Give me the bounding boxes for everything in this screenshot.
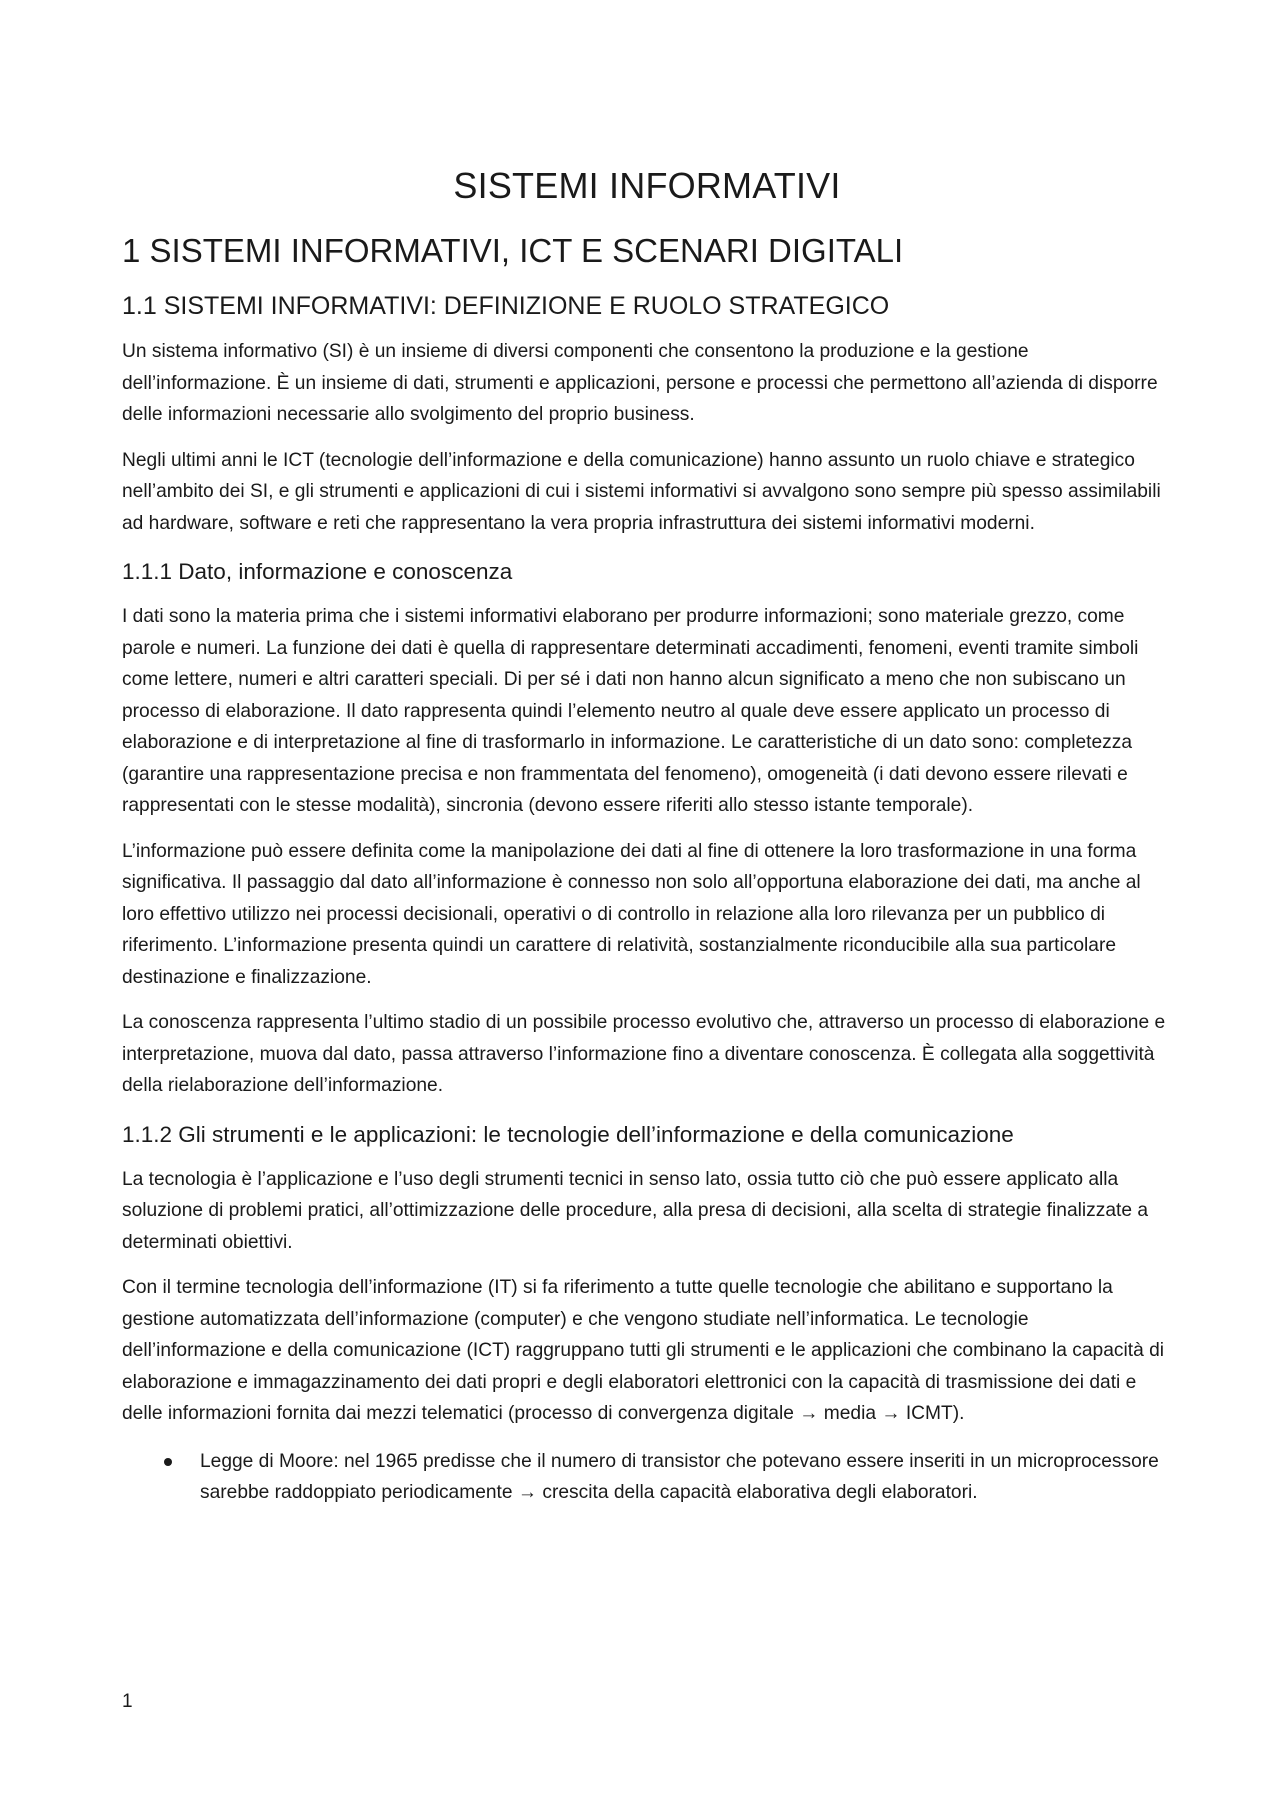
- bullet-text-moore: Legge di Moore: nel 1965 predisse che il numero di transistor che potevano essere inseriti in un microprocessore sarebbe raddoppiato periodicamente → crescita della capacità elaborativa degli elaboratori.: [200, 1450, 1159, 1503]
- document-title: SISTEMI INFORMATIVI: [453, 165, 841, 206]
- bullet-icon: [164, 1458, 172, 1466]
- bullet-list: [122, 1446, 1172, 1509]
- subsection-heading-strumenti: 1.1.2 Gli strumenti e le applicazioni: le tecnologie dell’informazione e della comunicazione: [122, 1121, 1014, 1147]
- document-page: [122, 150, 1172, 1509]
- section-heading: 1.1 SISTEMI INFORMATIVI: DEFINIZIONE E RUOLO STRATEGICO: [122, 292, 890, 320]
- paragraph-it-ict: Con il termine tecnologia dell’informazione (IT) si fa riferimento a tutte quelle tecnologie che abilitano e supportano la gestione automatizzata dell’informazione (computer) e che vengono studiate nell’informatica. Le tecnologie dell’informazione e della comunicazione (ICT) raggruppano tutti gli strumenti e le applicazioni che combinano la capacità di elaborazione e immagazzinamento dei dati propri e degli elaboratori elettronici con la capacità di trasmissione dei dati e delle informazioni fornita dai mezzi telematici (processo di convergenza digitale → media → ICMT).: [122, 1277, 1165, 1424]
- paragraph-si-definition: Un sistema informativo (SI) è un insieme di diversi componenti che consentono la produzione e la gestione dell’informazione. È un insieme di dati, strumenti e applicazioni, persone e processi che permettono all’azienda di disporre delle informazioni necessarie allo svolgimento del proprio business.: [122, 341, 1158, 425]
- paragraph-informazione: L’informazione può essere definita come la manipolazione dei dati al fine di ottenere la loro trasformazione in una forma significativa. Il passaggio dal dato all’informazione è connesso non solo all’opportuna elaborazione dei dati, ma anche al loro effettivo utilizzo nei processi decisionali, operativi o di controllo in relazione alla loro rilevanza per un pubblico di riferimento. L’informazione presenta quindi un carattere di relatività, sostanzialmente riconducibile alla sua particolare destinazione e finalizzazione.: [122, 840, 1141, 988]
- paragraph-conoscenza: La conoscenza rappresenta l’ultimo stadio di un possibile processo evolutivo che, attraverso un processo di elaborazione e interpretazione, muova dal dato, passa attraverso l’informazione fino a diventare conoscenza. È collegata alla soggettività della rielaborazione dell’informazione.: [122, 1012, 1166, 1096]
- paragraph-tecnologia: La tecnologia è l’applicazione e l’uso degli strumenti tecnici in senso lato, ossia tutto ciò che può essere applicato alla soluzione di problemi pratici, all’ottimizzazione delle procedure, alla presa di decisioni, alla scelta di strategie finalizzate a determinati obiettivi.: [122, 1168, 1148, 1253]
- list-item: [122, 1446, 1172, 1509]
- subsection-heading-dato: 1.1.1 Dato, informazione e conoscenza: [122, 559, 513, 584]
- paragraph-dati: I dati sono la materia prima che i sistemi informativi elaborano per produrre informazioni; sono materiale grezzo, come parole e numeri. La funzione dei dati è quella di rappresentare determinati accadimenti, fenomeni, eventi tramite simboli come lettere, numeri e altri caratteri speciali. Di per sé i dati non hanno alcun significato a meno che non subiscano un processo di elaborazione. Il dato rappresenta quindi l’elemento neutro al quale deve essere applicato un processo di elaborazione e di interpretazione al fine di trasformarlo in informazione. Le caratteristiche di un dato sono: completezza (garantire una rappresentazione precisa e non frammentata del fenomeno), omogeneità (i dati devono essere rilevati e rappresentati con le stesse modalità), sincronia (devono essere riferiti allo stesso istante temporale).: [122, 606, 1139, 816]
- page-number: 1: [122, 1691, 133, 1712]
- paragraph-ict-role: Negli ultimi anni le ICT (tecnologie dell’informazione e della comunicazione) hanno assunto un ruolo chiave e strategico nell’ambito dei SI, e gli strumenti e applicazioni di cui i sistemi informativi si avvalgono sono sempre più spesso assimilabili ad hardware, software e reti che rappresentano la vera propria infrastruttura dei sistemi informativi moderni.: [122, 449, 1161, 534]
- chapter-heading: 1 SISTEMI INFORMATIVI, ICT E SCENARI DIGITALI: [122, 232, 904, 269]
